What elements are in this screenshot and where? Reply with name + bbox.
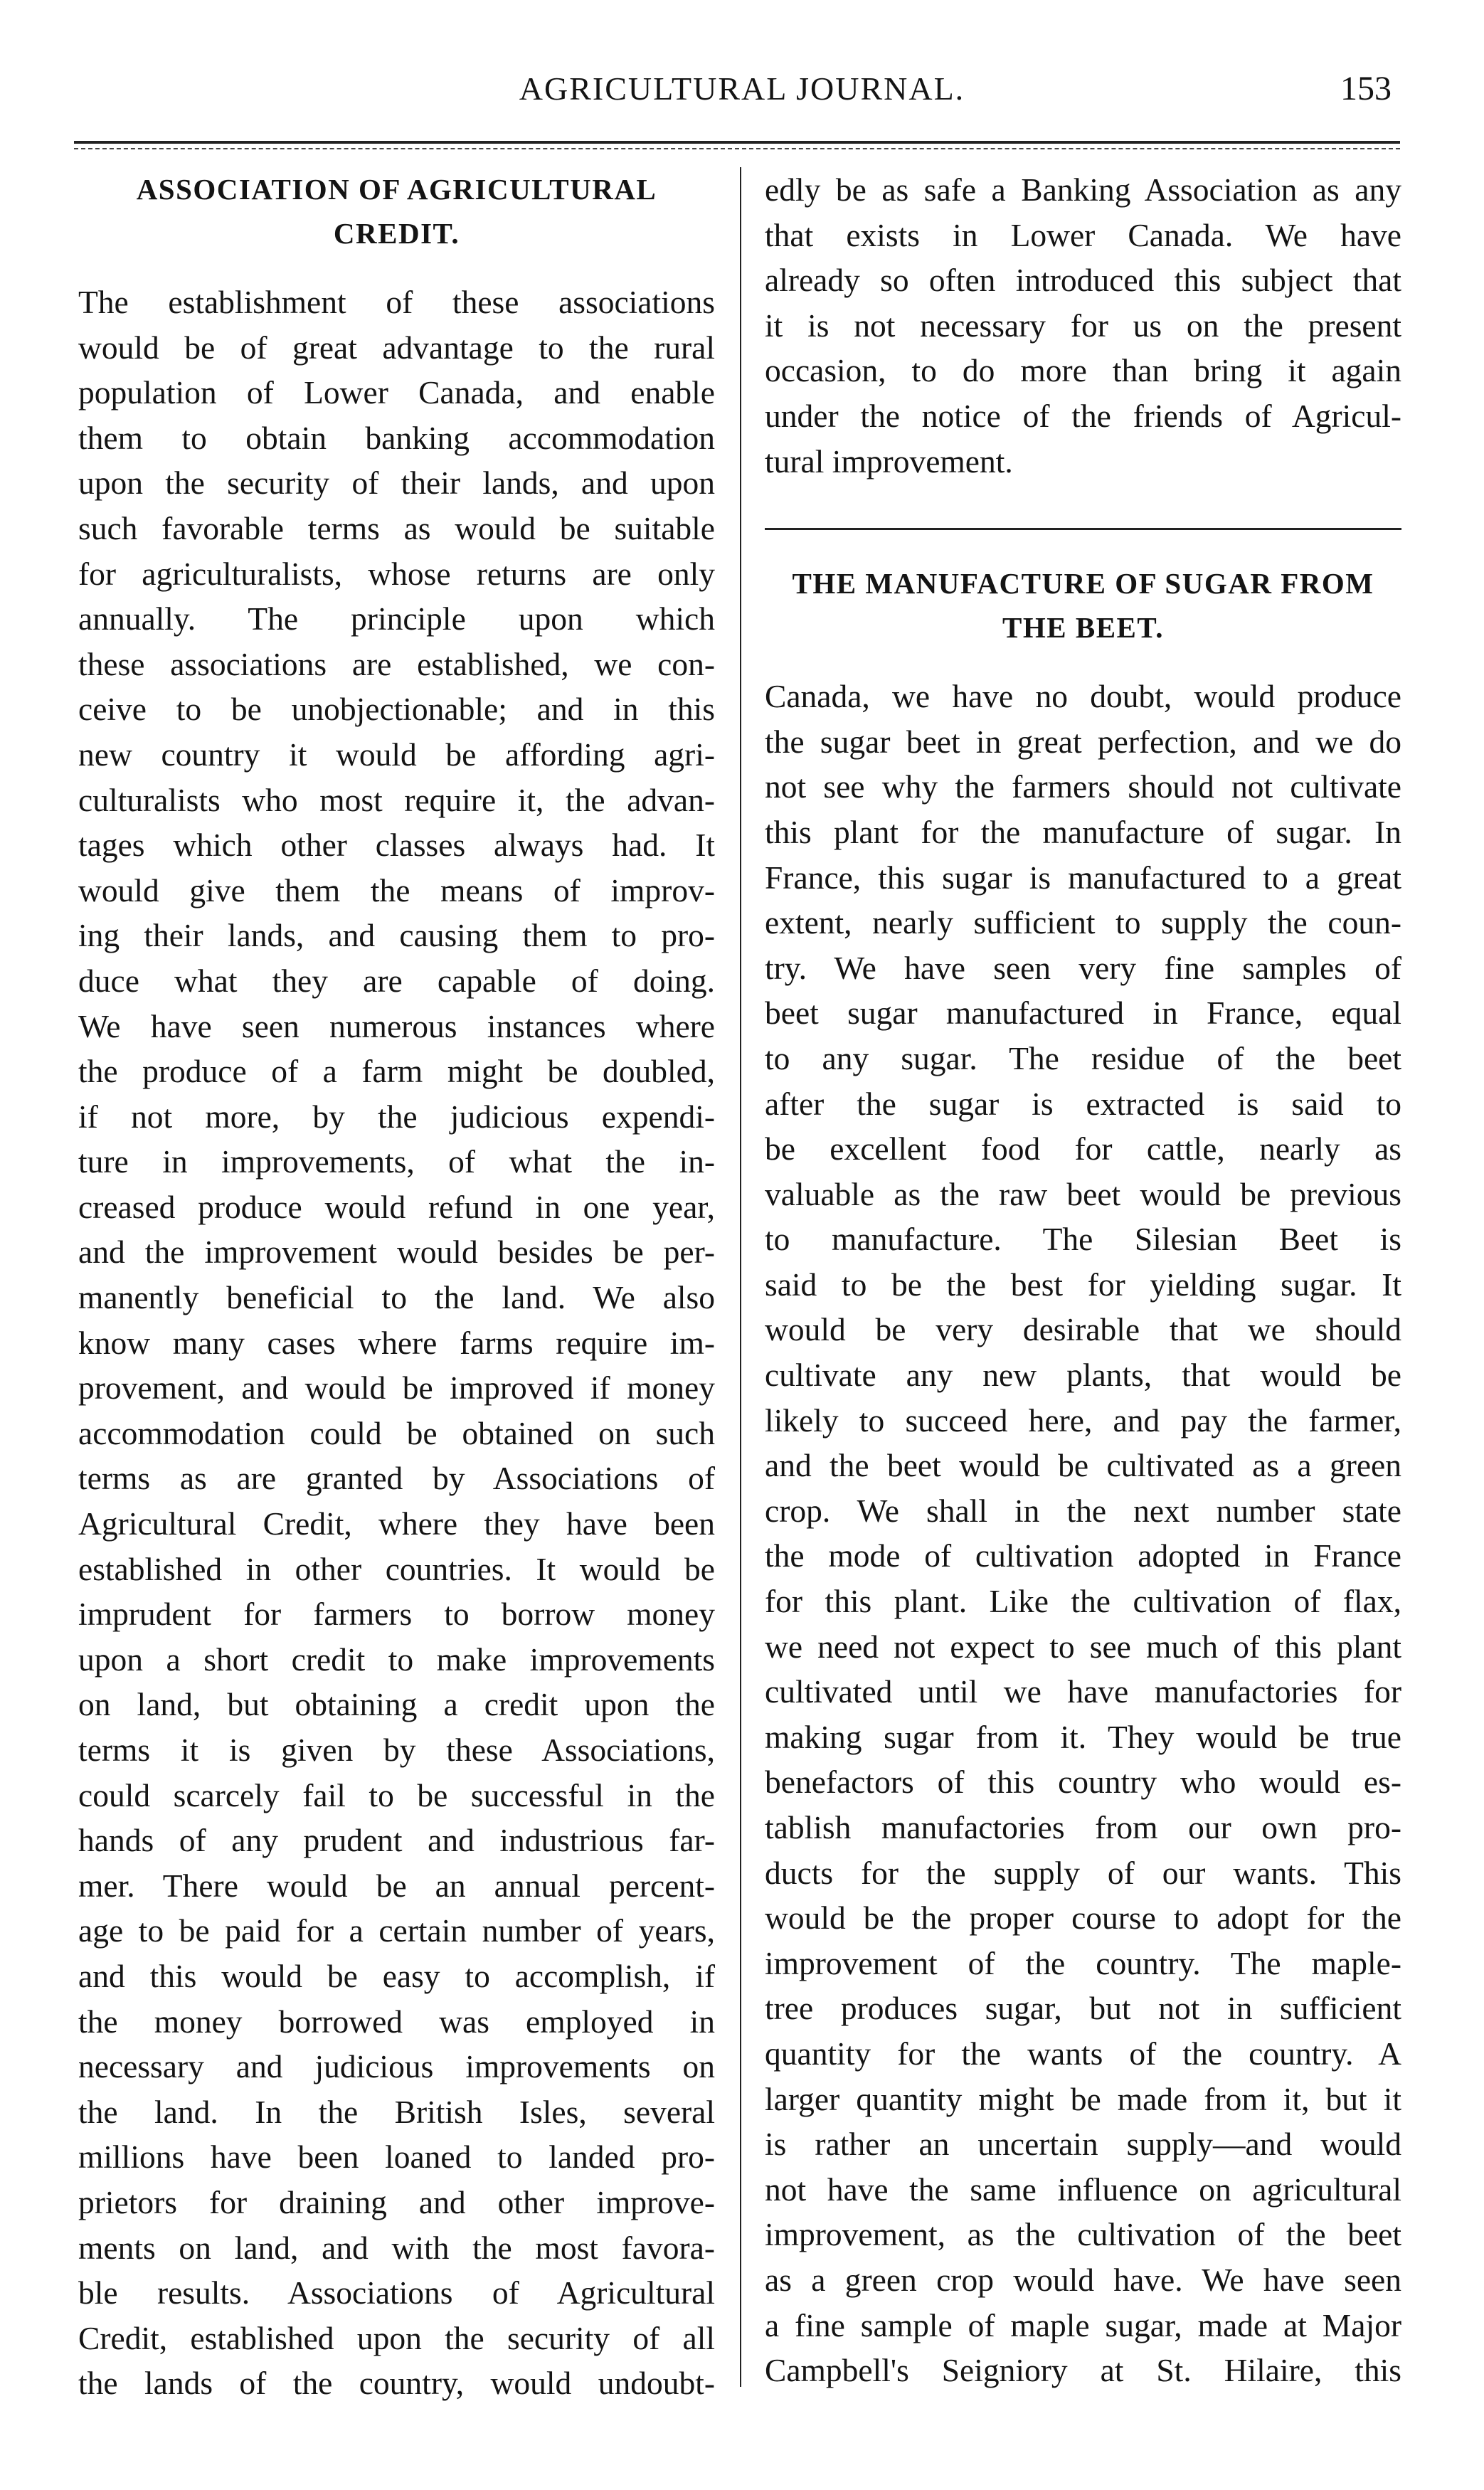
text-line: the mode of cultivation adopted in France xyxy=(765,1537,1401,1574)
heading-gap xyxy=(78,255,715,280)
text-line: Agricultural Credit, where they have been xyxy=(78,1505,715,1542)
text-line: The establishment of these associations xyxy=(78,284,715,320)
text-line: for this plant. Like the cultivation of flax, xyxy=(765,1583,1401,1620)
text-line: upon a short credit to make improvements xyxy=(78,1641,715,1678)
text-line: terms as are granted by Associations of xyxy=(78,1460,715,1497)
text-line: the sugar beet in great perfection, and we do xyxy=(765,723,1401,760)
text-line: improvement, as the cultivation of the beet xyxy=(765,2216,1401,2253)
text-line: Canada, we have no doubt, would produce xyxy=(765,678,1401,715)
text-line: making sugar from it. They would be true xyxy=(765,1718,1401,1755)
text-line: under the notice of the friends of Agricul- xyxy=(765,397,1401,434)
text-line: age to be paid for a certain number of years, xyxy=(78,1912,715,1949)
page-number: 153 xyxy=(1340,70,1392,107)
text-line: on land, but obtaining a credit upon the xyxy=(78,1686,715,1723)
text-line: be excellent food for cattle, nearly as xyxy=(765,1130,1401,1167)
section-divider-rule xyxy=(765,528,1401,530)
article-heading-beet-sugar xyxy=(765,561,1401,650)
text-line: a fine sample of maple sugar, made at Major xyxy=(765,2306,1401,2343)
text-line: new country it would be affording agri- xyxy=(78,736,715,773)
text-line: ble results. Associations of Agricultural xyxy=(78,2274,715,2311)
text-line: valuable as the raw beet would be previous xyxy=(765,1175,1401,1212)
text-line: could scarcely fail to be successful in the xyxy=(78,1776,715,1813)
text-line: cultivate any new plants, that would be xyxy=(765,1357,1401,1394)
article-body-continuation xyxy=(765,167,1401,484)
text-line: know many cases where farms require im- xyxy=(78,1324,715,1361)
text-line: population of Lower Canada, and enable xyxy=(78,374,715,411)
article-body-agricultural-credit xyxy=(78,280,715,2406)
text-line: prietors for draining and other improve- xyxy=(78,2183,715,2220)
text-line: terms it is given by these Associations, xyxy=(78,1732,715,1768)
text-line: the lands of the country, would undoubt- xyxy=(78,2365,715,2402)
text-line: ture in improvements, of what the in- xyxy=(78,1143,715,1180)
text-line: ceive to be unobjectionable; and in this xyxy=(78,691,715,728)
text-line: crop. We shall in the next number state xyxy=(765,1492,1401,1529)
text-line: after the sugar is extracted is said to xyxy=(765,1085,1401,1122)
text-line: edly be as safe a Banking Association as any xyxy=(765,171,1401,208)
text-line: them to obtain banking accommodation xyxy=(78,419,715,456)
text-line: these associations are established, we con- xyxy=(78,645,715,682)
running-head xyxy=(0,64,1484,114)
text-line: the land. In the British Isles, several xyxy=(78,2093,715,2130)
heading-line: THE BEET. xyxy=(1002,611,1164,645)
heading-line: THE MANUFACTURE OF SUGAR FROM xyxy=(792,567,1374,600)
text-line: improvement of the country. The maple- xyxy=(765,1944,1401,1981)
text-line: would be of great advantage to the rural xyxy=(78,329,715,366)
text-line: imprudent for farmers to borrow money xyxy=(78,1596,715,1633)
heading-line: ASSOCIATION OF AGRICULTURAL xyxy=(136,173,657,206)
text-line: and the beet would be cultivated as a green xyxy=(765,1447,1401,1484)
text-line: larger quantity might be made from it, but it xyxy=(765,2080,1401,2117)
text-line: beet sugar manufactured in France, equal xyxy=(765,995,1401,1032)
text-line: likely to succeed here, and pay the farmer, xyxy=(765,1402,1401,1439)
text-line: ing their lands, and causing them to pro- xyxy=(78,917,715,954)
text-line: not see why the farmers should not cultivate xyxy=(765,768,1401,805)
text-line: it is not necessary for us on the present xyxy=(765,307,1401,344)
column-divider xyxy=(740,167,741,2387)
text-line: ducts for the supply of our wants. This xyxy=(765,1854,1401,1891)
heading-line: CREDIT. xyxy=(333,217,460,250)
text-line: tural improvement. xyxy=(765,443,1013,480)
text-line: necessary and judicious improvements on xyxy=(78,2048,715,2085)
text-line: would be very desirable that we should xyxy=(765,1311,1401,1348)
text-line: accommodation could be obtained on such xyxy=(78,1414,715,1451)
text-line: to any sugar. The residue of the beet xyxy=(765,1039,1401,1076)
header-rule xyxy=(74,141,1400,144)
text-line: if not more, by the judicious expendi- xyxy=(78,1098,715,1135)
text-line: occasion, to do more than bring it again xyxy=(765,352,1401,389)
text-line: upon the security of their lands, and upon xyxy=(78,465,715,502)
text-line: not have the same influence on agricultural xyxy=(765,2171,1401,2208)
text-line: millions have been loaned to landed pro- xyxy=(78,2139,715,2176)
text-line: manently beneficial to the land. We also xyxy=(78,1279,715,1316)
heading-gap xyxy=(765,650,1401,674)
text-line: is rather an uncertain supply—and would xyxy=(765,2126,1401,2163)
text-line: would give them the means of improv- xyxy=(78,872,715,908)
text-line: annually. The principle upon which xyxy=(78,600,715,637)
text-line: duce what they are capable of doing. xyxy=(78,962,715,999)
text-line: and the improvement would besides be per- xyxy=(78,1234,715,1271)
text-line: quantity for the wants of the country. A xyxy=(765,2035,1401,2072)
text-line: that exists in Lower Canada. We have xyxy=(765,216,1401,253)
header-rule-thin xyxy=(74,148,1400,149)
text-line: such favorable terms as would be suitable xyxy=(78,509,715,546)
text-line: this plant for the manufacture of sugar. In xyxy=(765,813,1401,850)
text-line: provement, and would be improved if money xyxy=(78,1370,715,1406)
text-line: Credit, established upon the security of all xyxy=(78,2319,715,2356)
text-line: creased produce would refund in one year, xyxy=(78,1188,715,1225)
text-line: tages which other classes always had. It xyxy=(78,827,715,864)
text-line: as a green crop would have. We have seen xyxy=(765,2261,1401,2298)
text-line: We have seen numerous instances where xyxy=(78,1007,715,1044)
text-line: hands of any prudent and industrious far- xyxy=(78,1822,715,1859)
right-column xyxy=(765,167,1401,2393)
text-line: cultivated until we have manufactories for xyxy=(765,1673,1401,1710)
text-line: mer. There would be an annual percent- xyxy=(78,1867,715,1904)
text-line: we need not expect to see much of this plant xyxy=(765,1628,1401,1665)
text-line: the produce of a farm might be doubled, xyxy=(78,1053,715,1090)
text-line: ments on land, and with the most favora- xyxy=(78,2229,715,2266)
text-line: benefactors of this country who would es- xyxy=(765,1764,1401,1801)
text-line: France, this sugar is manufactured to a great xyxy=(765,859,1401,896)
journal-title: AGRICULTURAL JOURNAL. xyxy=(519,70,965,107)
text-line: the money borrowed was employed in xyxy=(78,2003,715,2040)
text-line: established in other countries. It would be xyxy=(78,1550,715,1587)
article-body-beet-sugar xyxy=(765,674,1401,2393)
text-line: to manufacture. The Silesian Beet is xyxy=(765,1221,1401,1258)
text-line: and this would be easy to accomplish, if xyxy=(78,1957,715,1994)
text-line: for agriculturalists, whose returns are only xyxy=(78,555,715,592)
text-line: culturalists who most require it, the advan- xyxy=(78,781,715,818)
text-line: extent, nearly sufficient to supply the coun- xyxy=(765,904,1401,941)
left-column xyxy=(78,167,715,2406)
text-line: would be the proper course to adopt for the xyxy=(765,1900,1401,1937)
text-line: try. We have seen very fine samples of xyxy=(765,949,1401,986)
article-heading-agricultural-credit xyxy=(78,167,715,255)
text-line: already so often introduced this subject that xyxy=(765,262,1401,299)
text-line: tree produces sugar, but not in sufficient xyxy=(765,1990,1401,2027)
text-line: said to be the best for yielding sugar. It xyxy=(765,1266,1401,1303)
text-line: Campbell's Seigniory at St. Hilaire, this xyxy=(765,2352,1401,2389)
text-line: tablish manufactories from our own pro- xyxy=(765,1809,1401,1845)
